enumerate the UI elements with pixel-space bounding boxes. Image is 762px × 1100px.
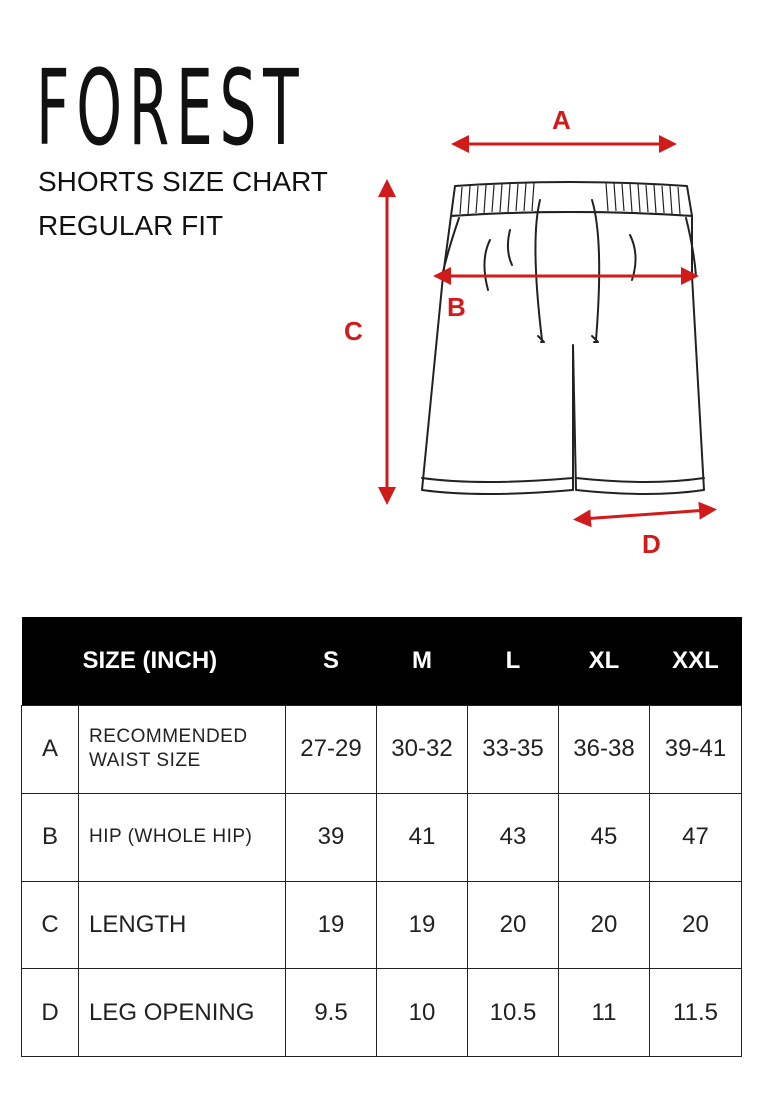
table-row [22,793,742,881]
brand-logo: FOREST [36,47,306,169]
table-cell: 19 [377,881,468,969]
dimension-d-arrow [582,510,708,519]
table-cell: 36-38 [559,706,650,794]
table-cell: 30-32 [377,706,468,794]
shorts-diagram [330,90,740,570]
dimension-b-label: B [447,292,466,322]
table-cell: 19 [286,881,377,969]
table-cell: 39 [286,793,377,881]
row-code: A [22,706,79,794]
table-cell: 39-41 [650,706,742,794]
table-cell: 41 [377,793,468,881]
row-label: LENGTH [79,881,286,969]
row-label-line: WAIST SIZE [89,750,201,772]
table-cell: 43 [468,793,559,881]
table-row [22,706,742,794]
row-code: D [22,969,79,1057]
table-cell: 9.5 [286,969,377,1057]
header-size-l: L [468,617,559,706]
header-size-m: M [377,617,468,706]
chart-title: SHORTS SIZE CHART [38,166,328,197]
header-size-xxl: XXL [650,617,742,706]
table-cell: 45 [559,793,650,881]
table-cell: 10 [377,969,468,1057]
row-code: C [22,881,79,969]
header-spacer [22,617,79,706]
table-cell: 20 [468,881,559,969]
row-label [79,706,286,794]
dimension-c-label: C [344,316,363,346]
table-cell: 11 [559,969,650,1057]
table-row [22,881,742,969]
dimension-d-label: D [642,529,661,559]
row-code: B [22,793,79,881]
table-cell: 33-35 [468,706,559,794]
header-size-label: SIZE (INCH) [79,617,286,706]
table-header-row [22,617,742,706]
table-cell: 11.5 [650,969,742,1057]
fit-type: REGULAR FIT [38,210,224,241]
dimension-a-label: A [552,105,571,135]
row-label: LEG OPENING [79,969,286,1057]
table-cell: 47 [650,793,742,881]
table-cell: 27-29 [286,706,377,794]
size-chart-table [21,617,742,1057]
row-label-line: RECOMMENDED [89,726,248,748]
row-label: HIP (WHOLE HIP) [79,793,286,881]
table-cell: 20 [650,881,742,969]
header-size-s: S [286,617,377,706]
table-cell: 10.5 [468,969,559,1057]
header-size-xl: XL [559,617,650,706]
table-row [22,969,742,1057]
shorts-outline-icon [422,182,704,494]
table-cell: 20 [559,881,650,969]
